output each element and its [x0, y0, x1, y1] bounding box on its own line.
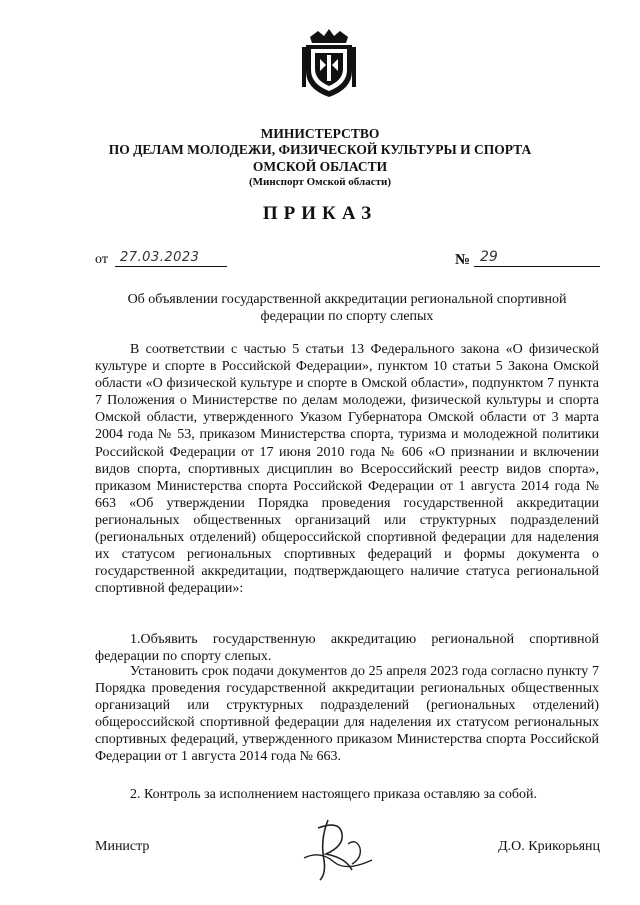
date-value: 27.03.2023: [120, 250, 200, 265]
ministry-name-line3: ОМСКОЙ ОБЛАСТИ: [252, 159, 388, 174]
clause-2-paragraph: [95, 786, 599, 803]
paragraph-text: 2. Контроль за исполнением настоящего приказа оставляю за собой.: [130, 787, 538, 802]
date-prefix: от: [95, 252, 108, 267]
deadline-paragraph: [95, 663, 599, 766]
ministry-short-name: (Минспорт Омской области): [249, 176, 391, 188]
ministry-name-line1: МИНИСТЕРСТВО: [260, 126, 380, 141]
paragraph-text: В соответствии с частью 5 статьи 13 Федерального закона «О физической культуре и спорте в Российской Федерации», пунктом 10 статьи 5 Закона Омской области «О физической культуре и спорте в Омской области», подпунктом 7 пункта 7 Положения о Министерстве по делам молодежи, физической культуры и спорта Омской области, утвержденного Указом Губернатора Омской области от 3 марта 2004 года № 53, приказом Министерства спорта, туризма и молодежной политики Российской Федерации от 17 июня 2010 года № 606 «О признании и включении видов спорта, спортивных дисциплин во Всероссийский реестр видов спорта», приказом Министерства спорта Российской Федерации от 1 августа 2014 года № 663 «Об утверждении Порядка проведения государственной аккредитации региональных общественных организаций или структурных подразделений (региональных отделений) общероссийской спортивной федерации для наделения их статусом региональных спортивных федераций и формы документа о государственной аккредитации, подтверждающего наличие статуса региональной спортивной федерации»:: [95, 342, 599, 597]
coat-of-arms-icon: [300, 27, 358, 99]
ministry-name-line2: ПО ДЕЛАМ МОЛОДЕЖИ, ФИЗИЧЕСКОЙ КУЛЬТУРЫ И СПОРТА: [108, 142, 532, 157]
document-title: ПРИКАЗ: [262, 203, 378, 224]
number-underline: [474, 266, 600, 267]
number-prefix: №: [455, 252, 471, 268]
handwritten-signature: [290, 814, 380, 884]
paragraph-text: Установить срок подачи документов до 25 апреля 2023 года согласно пункту 7 Порядка проведения государственной аккредитации региональных общественных организаций или структурных подразделений (региональных отделений) общероссийской спортивной федерации для наделения их статусом региональных спортивных федераций, утвержденного приказом Министерства спорта Российской Федерации от 1 августа 2014 года № 663.: [95, 664, 599, 765]
clause-1-paragraph: [95, 631, 599, 665]
signer-position: Министр: [95, 839, 150, 854]
number-value: 29: [480, 249, 498, 265]
paragraph-text: 1.Объявить государственную аккредитацию региональной спортивной федерации по спорту слепых.: [95, 632, 599, 665]
order-subject: Об объявлении государственной аккредитации региональной спортивной федерации по спорту слепых: [127, 292, 567, 324]
signer-name: Д.О. Крикорьянц: [498, 839, 600, 854]
date-underline: [115, 266, 227, 267]
preamble-paragraph: [95, 341, 599, 597]
